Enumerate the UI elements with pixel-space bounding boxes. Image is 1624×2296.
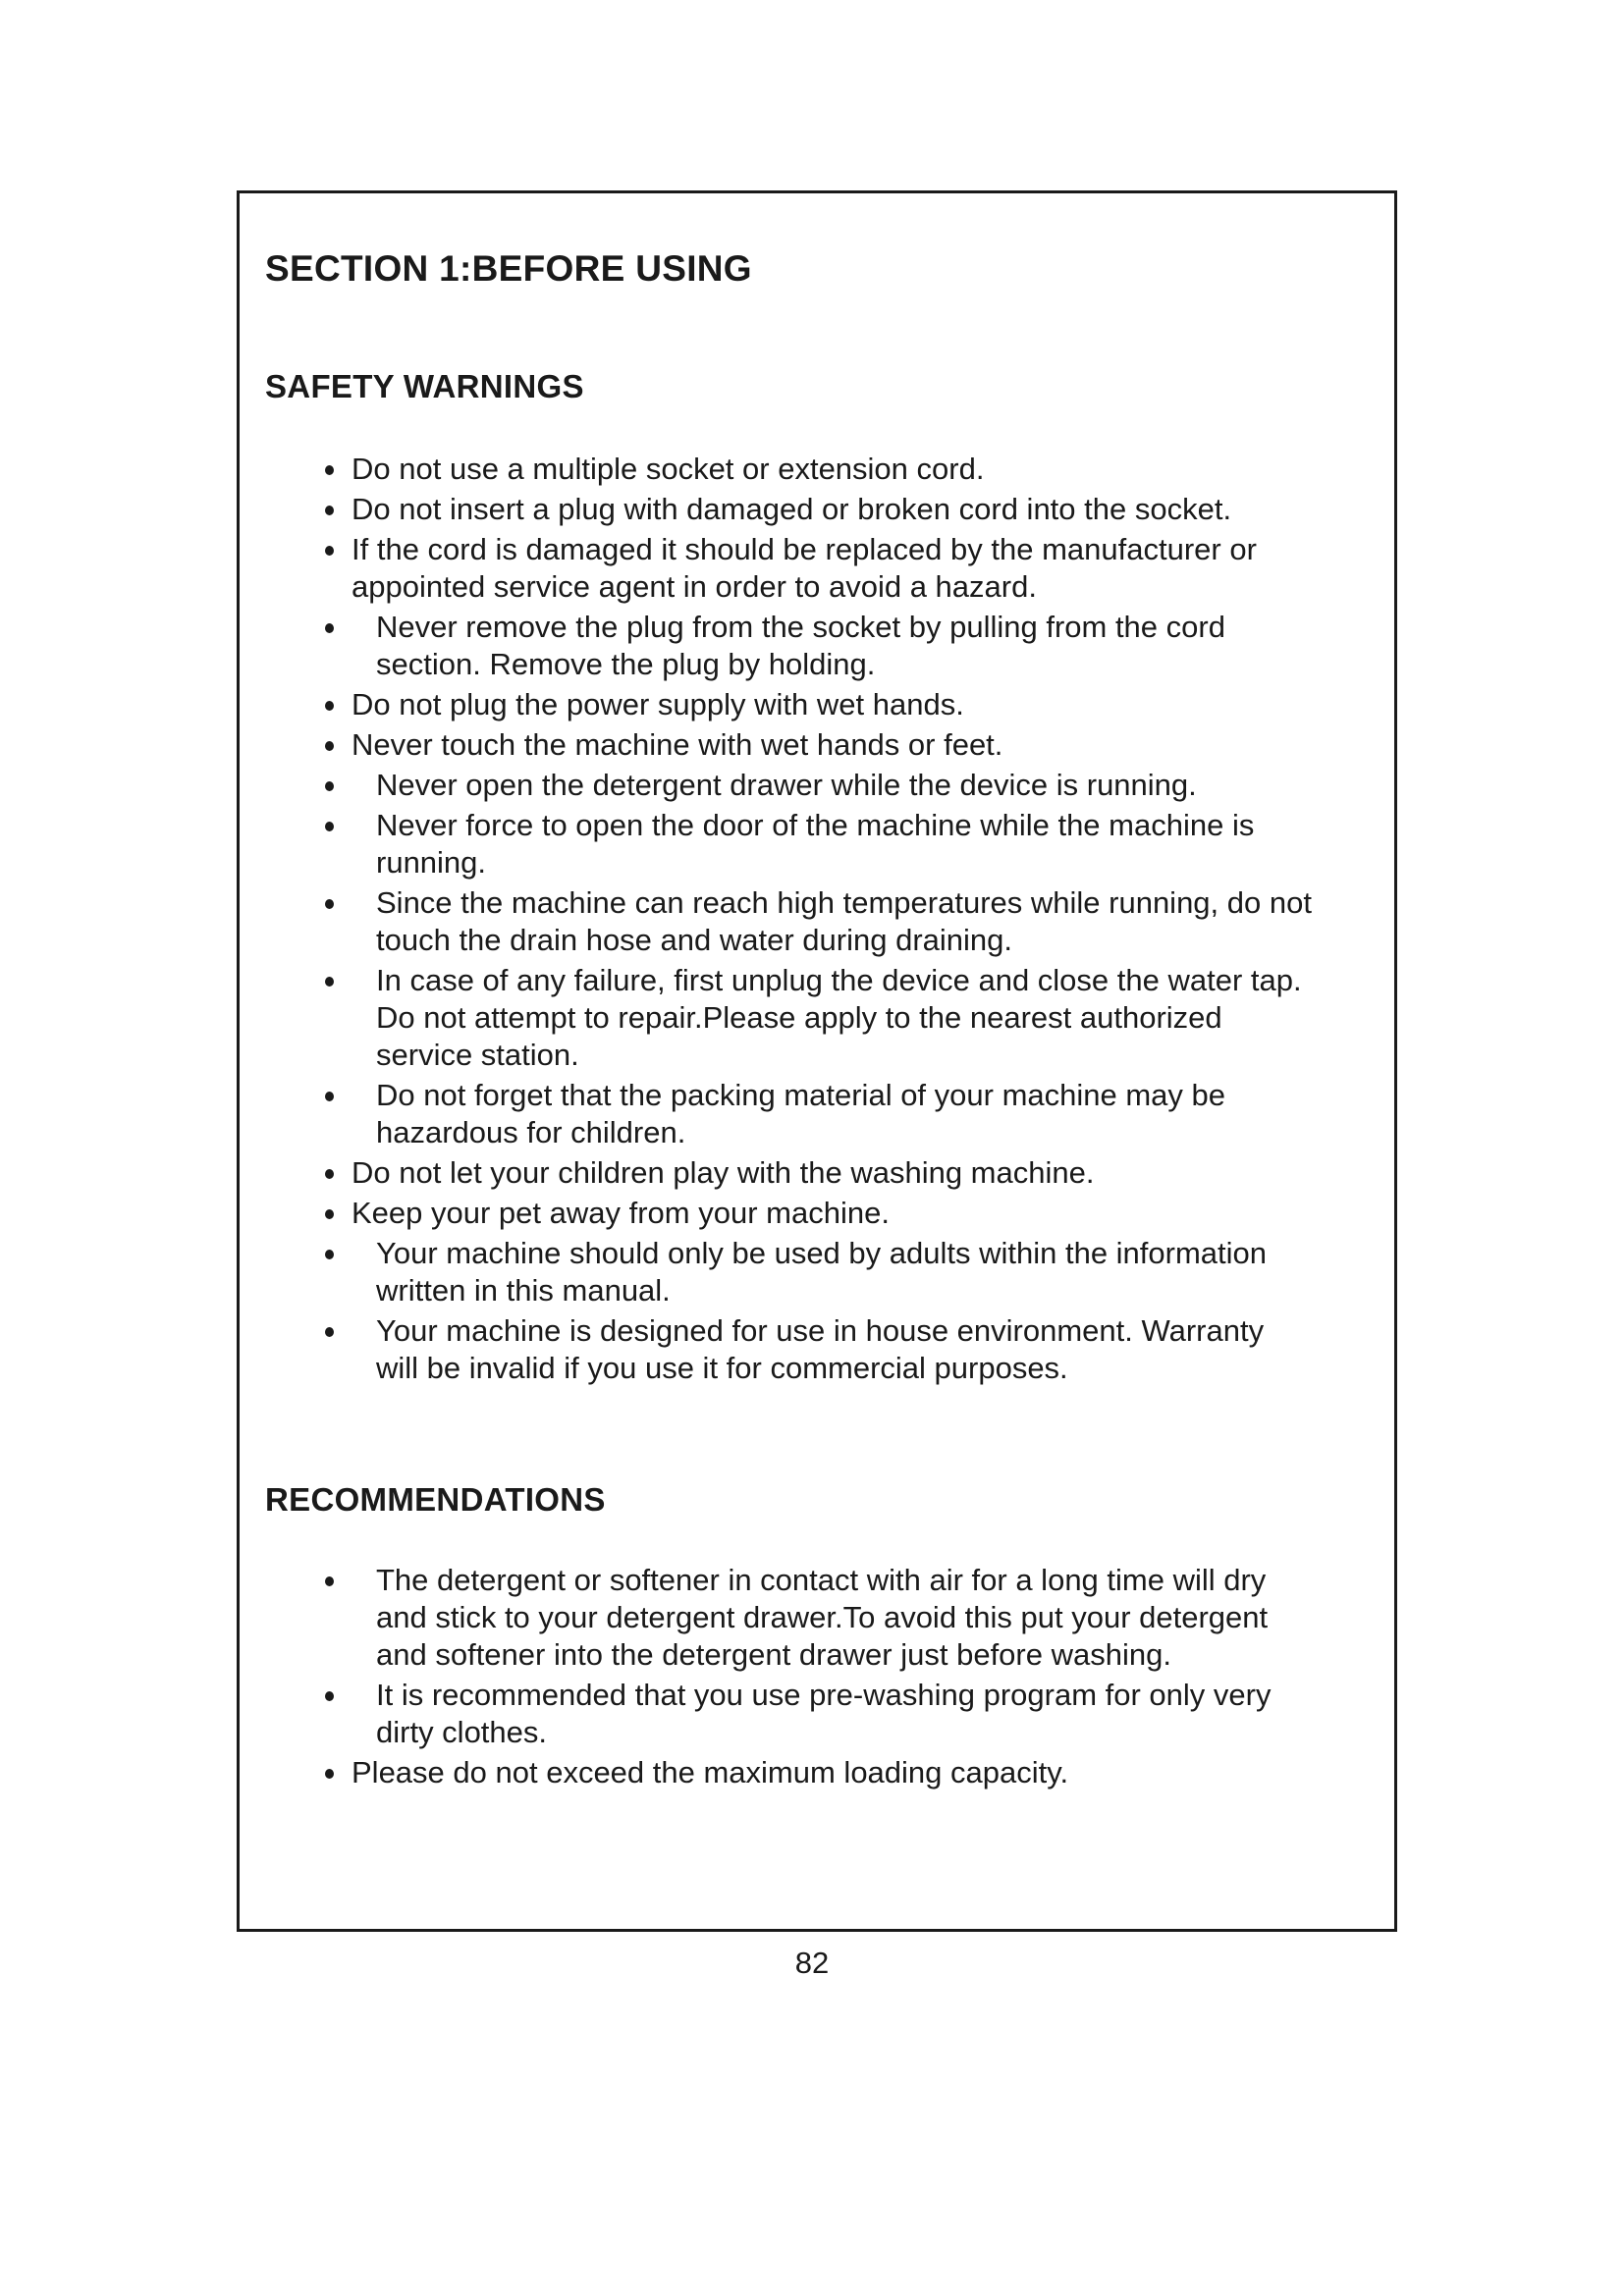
safety-warnings-heading: SAFETY WARNINGS	[265, 368, 584, 404]
bullet-icon	[325, 623, 334, 633]
bullet-icon	[325, 822, 334, 831]
list-item	[240, 1754, 1400, 1791]
list-item-text: Never remove the plug from the socket by pulling from the cord section. Remove the plug by holding.	[376, 610, 1225, 681]
bullet-icon	[325, 1092, 334, 1101]
recommendations-heading: RECOMMENDATIONS	[265, 1481, 606, 1518]
list-item	[240, 726, 1400, 764]
bullet-icon	[325, 1691, 334, 1701]
bullet-icon	[325, 546, 334, 556]
bullet-icon	[325, 465, 334, 475]
page-number: 82	[794, 1946, 830, 1980]
list-item-text: Do not plug the power supply with wet hands.	[352, 687, 964, 721]
list-item-text: The detergent or softener in contact with air for a long time will dry and stick to your detergent drawer.To avoid this put your detergent and softener into the detergent drawer just before washing.	[376, 1563, 1269, 1672]
list-item	[240, 1562, 1400, 1674]
bullet-icon	[325, 1327, 334, 1337]
list-item-text: In case of any failure, first unplug the device and close the water tap. Do not attempt to repair.Please apply to the nearest authorized service station.	[376, 963, 1302, 1072]
list-item	[240, 609, 1400, 683]
list-item	[240, 1195, 1400, 1232]
bullet-icon	[325, 977, 334, 987]
list-item-text: Never force to open the door of the machine while the machine is running.	[376, 808, 1255, 880]
list-item-text: Your machine should only be used by adults within the information written in this manual.	[376, 1236, 1268, 1308]
bullet-icon	[325, 1209, 334, 1219]
list-item-text: Please do not exceed the maximum loading capacity.	[352, 1755, 1069, 1789]
content-frame	[237, 190, 1397, 1932]
list-item-text: Do not forget that the packing material of your machine may be hazardous for children.	[376, 1078, 1226, 1149]
list-item-text: Do not use a multiple socket or extension cord.	[352, 452, 985, 486]
list-item	[240, 884, 1400, 959]
bullet-icon	[325, 701, 334, 711]
safety-warnings-list	[240, 451, 1400, 1390]
list-item-text: Do not insert a plug with damaged or broken cord into the socket.	[352, 492, 1232, 526]
list-item	[240, 1235, 1400, 1309]
list-item	[240, 1154, 1400, 1192]
bullet-icon	[325, 741, 334, 751]
list-item-text: Since the machine can reach high temperatures while running, do not touch the drain hose and water during draining.	[376, 885, 1312, 957]
list-item	[240, 1312, 1400, 1387]
bullet-icon	[325, 1169, 334, 1179]
list-item	[240, 962, 1400, 1074]
list-item	[240, 531, 1400, 606]
list-item-text: Do not let your children play with the washing machine.	[352, 1155, 1095, 1190]
list-item	[240, 807, 1400, 881]
bullet-icon	[325, 1250, 334, 1259]
list-item	[240, 491, 1400, 528]
list-item-text: It is recommended that you use pre-washing program for only very dirty clothes.	[376, 1678, 1272, 1749]
bullet-icon	[325, 899, 334, 909]
section-title: SECTION 1:BEFORE USING	[265, 248, 752, 289]
list-item	[240, 1077, 1400, 1151]
bullet-icon	[325, 1769, 334, 1779]
recommendations-list	[240, 1562, 1400, 1794]
bullet-icon	[325, 506, 334, 515]
list-item-text: Never open the detergent drawer while the device is running.	[376, 768, 1197, 802]
bullet-icon	[325, 1576, 334, 1586]
list-item	[240, 686, 1400, 723]
list-item-text: Keep your pet away from your machine.	[352, 1196, 890, 1230]
list-item	[240, 1677, 1400, 1751]
list-item	[240, 451, 1400, 488]
list-item-text: If the cord is damaged it should be replaced by the manufacturer or appointed service agent in order to avoid a hazard.	[352, 532, 1257, 604]
bullet-icon	[325, 781, 334, 791]
list-item	[240, 767, 1400, 804]
list-item-text: Never touch the machine with wet hands or feet.	[352, 727, 1003, 762]
list-item-text: Your machine is designed for use in house environment. Warranty will be invalid if you use it for commercial purposes.	[376, 1313, 1265, 1385]
